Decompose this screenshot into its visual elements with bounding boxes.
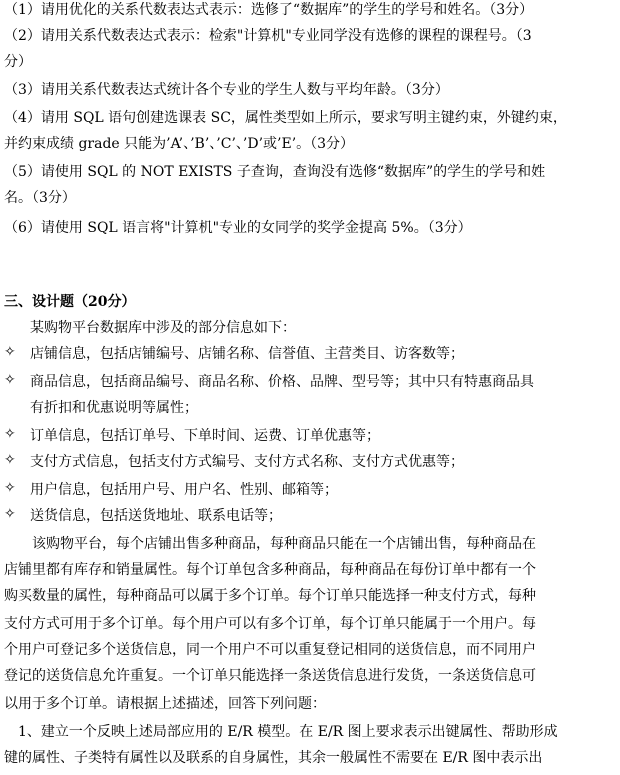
task-1-line-2: 键的属性、子类特有属性以及联系的自身属性，其余一般属性不需要在 E/R 图中表示出 [4,750,543,766]
bullet-marker-icon: ✧ [4,426,16,442]
question-3-line-1: （3）请用关系代数表达式统计各个专业的学生人数与平均年龄。（3分） [4,82,449,98]
paragraph-line-3: 购买数量的属性，每种商品可以属于多个订单。每个订单只能选择一种支付方式，每种 [4,588,536,604]
bullet-marker-icon: ✧ [4,372,16,388]
bullet-2-line-2: 有折扣和优惠说明等属性； [30,400,198,416]
question-5-line-1: （5）请使用 SQL 的 NOT EXISTS 子查询，查询没有选修“数据库”的学生的学号和姓 [4,164,546,180]
paragraph-line-5: 个用户可登记多个送货信息，同一个用户不可以重复登记相同的送货信息，而不同用户 [4,642,536,658]
bullet-5-line-1: 用户信息，包括用户号、用户名、性别、邮箱等； [30,482,338,498]
section-intro: 某购物平台数据库中涉及的部分信息如下： [30,320,296,336]
bullet-marker-icon: ✧ [4,452,16,468]
paragraph-line-7: 以用于多个订单。请根据上述描述，回答下列问题： [4,696,326,712]
paragraph-line-6: 登记的送货信息允许重复。一个订单只能选择一条送货信息进行发货，一条送货信息可 [4,668,536,684]
question-4-line-2: 并约束成绩 grade 只能为’A’、’B’、’C’、’D’或’E’。（3分） [4,136,355,152]
bullet-marker-icon: ✧ [4,480,16,496]
task-1-line-1: 1、建立一个反映上述局部应用的 E/R 模型。在 E/R 图上要求表示出键属性、帮助形成 [18,724,558,740]
paragraph-line-4: 支付方式可用于多个订单。每个用户可以有多个订单，每个订单只能属于一个用户。每 [4,616,536,632]
question-6-line-1: （6）请使用 SQL 语言将"计算机"专业的女同学的奖学金提高 5%。（3分） [4,220,472,236]
section-title: 三、设计题（20分） [4,294,136,310]
bullet-marker-icon: ✧ [4,506,16,522]
question-2-line-1: （2）请用关系代数表达式表示：检索"计算机"专业同学没有选修的课程的课程号。（3 [4,28,532,44]
bullet-6-line-1: 送货信息，包括送货地址、联系电话等； [30,508,282,524]
bullet-2-line-1: 商品信息，包括商品编号、商品名称、价格、品牌、型号等；其中只有特惠商品具 [30,374,534,390]
question-1-line-1: （1）请用优化的关系代数表达式表示：选修了“数据库”的学生的学号和姓名。（3分） [4,2,534,18]
paragraph-line-2: 店铺里都有库存和销量属性。每个订单包含多种商品，每种商品在每份订单中都有一个 [4,562,536,578]
question-5-line-2: 名。（3分） [4,190,76,206]
bullet-1-line-1: 店铺信息，包括店铺编号、店铺名称、信誉值、主营类目、访客数等； [30,346,464,362]
question-4-line-1: （4）请用 SQL 语句创建选课表 SC，属性类型如上所示，要求写明主键约束，外键约束， [4,110,567,126]
paragraph-line-1: 该购物平台，每个店铺出售多种商品，每种商品只能在一个店铺出售，每种商品在 [32,536,536,552]
question-2-line-2: 分） [4,54,32,70]
bullet-marker-icon: ✧ [4,344,16,360]
bullet-4-line-1: 支付方式信息，包括支付方式编号、支付方式名称、支付方式优惠等； [30,454,464,470]
bullet-3-line-1: 订单信息，包括订单号、下单时间、运费、订单优惠等； [30,428,380,444]
